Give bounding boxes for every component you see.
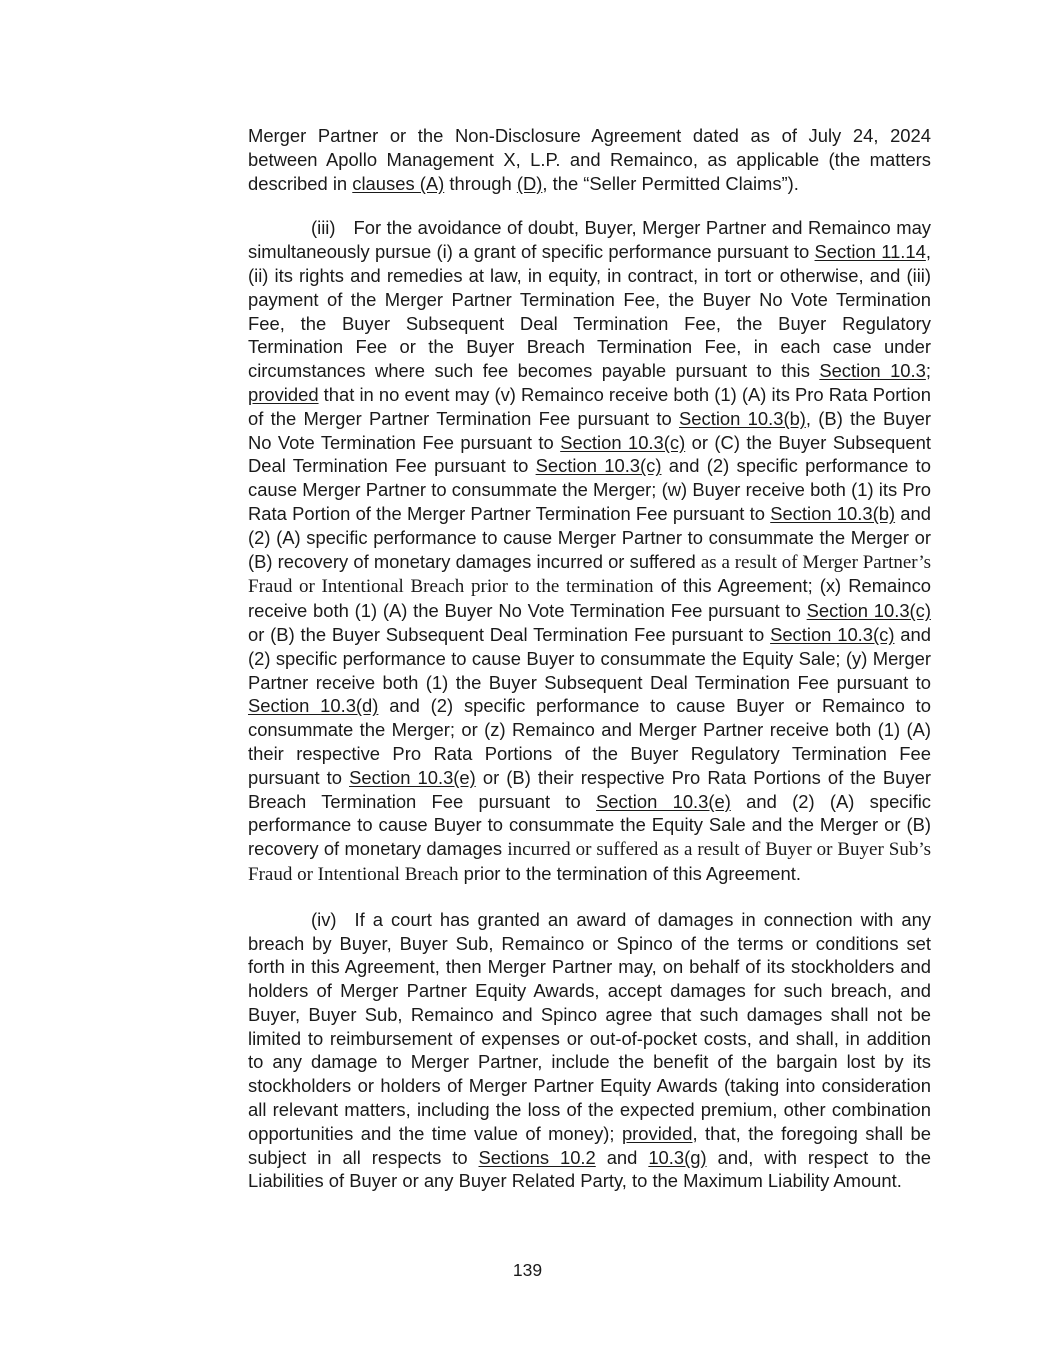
text: and (2) specific performance to cause Buyer or Remainco to consummate the Merger; or (z) Remainco and Merger Partner receive both (1) (A) their respective Pro Rata Portions of the Buyer Regulatory Termination Fee pursuant to — [248, 695, 931, 788]
cross-reference: clauses (A) — [352, 172, 445, 194]
clause-number: (iv) — [311, 908, 337, 930]
text: , that, the foregoing shall be subject in all respects to — [248, 1122, 931, 1168]
cross-reference: (D) — [516, 172, 543, 194]
cross-reference: Section 10.3(e) — [349, 766, 476, 788]
text: and, with respect to the Liabilities of Buyer or any Buyer Related Party, to the Maximum Liability Amount. — [248, 1146, 931, 1192]
cross-reference: Section 11.14 — [814, 241, 926, 263]
text: through — [444, 172, 517, 194]
paragraph-continuation — [248, 124, 931, 195]
text: or (B) the Buyer Subsequent Deal Termination Fee pursuant to — [248, 623, 771, 645]
text: and (2) (A) specific performance to cause Buyer to consummate the Equity Sale and the Merger or (B) recovery of monetary damages — [248, 790, 931, 860]
text: and (2) specific performance to cause Merger Partner to consummate the Merger; (w) Buyer receive both (1) its Pro Rata Portion of the Merger Partner Termination Fee pursuant to — [248, 455, 931, 524]
text: For the avoidance of doubt, Buyer, Merger Partner and Remainco may simultaneously pursue (i) a grant of specific performance pursuant to — [248, 217, 931, 263]
text: as a result of Merger Partner’s Fraud or Intentional Breach prior to the termination — [248, 551, 931, 598]
text: Merger Partner or the Non-Disclosure Agreement dated as of July 24, 2024 between Apollo Management X, L.P. and Remainco, as applicable (the matters described in — [248, 125, 931, 194]
text: incurred or suffered as a result of Buyer or Buyer Sub’s Fraud or Intentional Breach — [248, 839, 931, 885]
text: , the “Seller Permitted Claims”). — [542, 172, 799, 194]
text: or (C) the Buyer Subsequent Deal Termination Fee pursuant to — [248, 431, 931, 477]
text: If a court has granted an award of damages in connection with any breach by Buyer, Buyer Sub, Remainco or Spinco of the terms or conditions set forth in this Agreement, then Merger Partner may, on behalf of its stockholders and holders of Merger Partner Equity Awards, accept damages for such breach, and Buyer, Buyer Sub, Remainco and Spinco agree that such damages shall not be limited to reimbursement of expenses or out-of-pocket costs, and shall, in addition to any damage to Merger Partner, include the benefit of the bargain lost by its stockholders or holders of Merger Partner Equity Awards (taking into consideration all relevant matters, including the loss of the expected premium, other combination opportunities and the time value of money); — [248, 908, 931, 1144]
text: of this Agreement; (x) Remainco receive both (1) (A) the Buyer No Vote Termination Fee pursuant to — [248, 575, 931, 622]
text: , (ii) its rights and remedies at law, in equity, in contract, in tort or otherwise, and (iii) payment of the Merger Partner Termination Fee, the Buyer No Vote Termination Fee, the Buyer Subsequent Deal Termination Fee, the Buyer Regulatory Termination Fee or the Buyer Breach Termination Fee, in each case under circumstances where such fee becomes payable pursuant to this — [248, 241, 931, 382]
defined-term: provided — [621, 1122, 693, 1144]
text: ; — [925, 360, 931, 382]
defined-term: provided — [248, 383, 319, 405]
text: or (B) their respective Pro Rata Portions of the Buyer Breach Termination Fee pursuant to — [248, 766, 931, 812]
cross-reference: Section 10.3(c) — [535, 455, 662, 477]
page-number: 139 — [512, 1260, 543, 1280]
cross-reference: Sections 10.2 — [478, 1146, 596, 1168]
text: and — [595, 1146, 649, 1168]
paragraph-iv — [248, 908, 931, 1194]
cross-reference: Section 10.3(c) — [560, 431, 686, 453]
cross-reference: Section 10.3(c) — [770, 623, 895, 645]
text: and (2) (A) specific performance to cause Merger Partner to consummate the Merger or (B) recovery of monetary damages incurred or suffered — [248, 502, 931, 572]
text: and (2) specific performance to cause Buyer to consummate the Equity Sale; (y) Merger Partner receive both (1) the Buyer Subsequent Deal Termination Fee pursuant to — [248, 623, 931, 693]
clause-number: (iii) — [311, 217, 336, 239]
text: prior to the termination of this Agreement. — [458, 862, 801, 884]
paragraph-iii — [248, 216, 931, 886]
cross-reference: Section 10.3(d) — [248, 695, 379, 717]
cross-reference: Section 10.3(b) — [770, 502, 896, 524]
document-body — [248, 124, 931, 1214]
cross-reference: Section 10.3(c) — [806, 600, 931, 622]
cross-reference: 10.3(g) — [648, 1146, 707, 1168]
cross-reference: Section 10.3(b) — [679, 407, 806, 429]
cross-reference: Section 10.3(e) — [595, 790, 731, 812]
text: that in no event may (v) Remainco receive both (1) (A) its Pro Rata Portion of the Merger Partner Termination Fee pursuant to — [248, 383, 931, 429]
text: , (B) the Buyer No Vote Termination Fee pursuant to — [248, 407, 931, 453]
cross-reference: Section 10.3 — [819, 360, 926, 382]
